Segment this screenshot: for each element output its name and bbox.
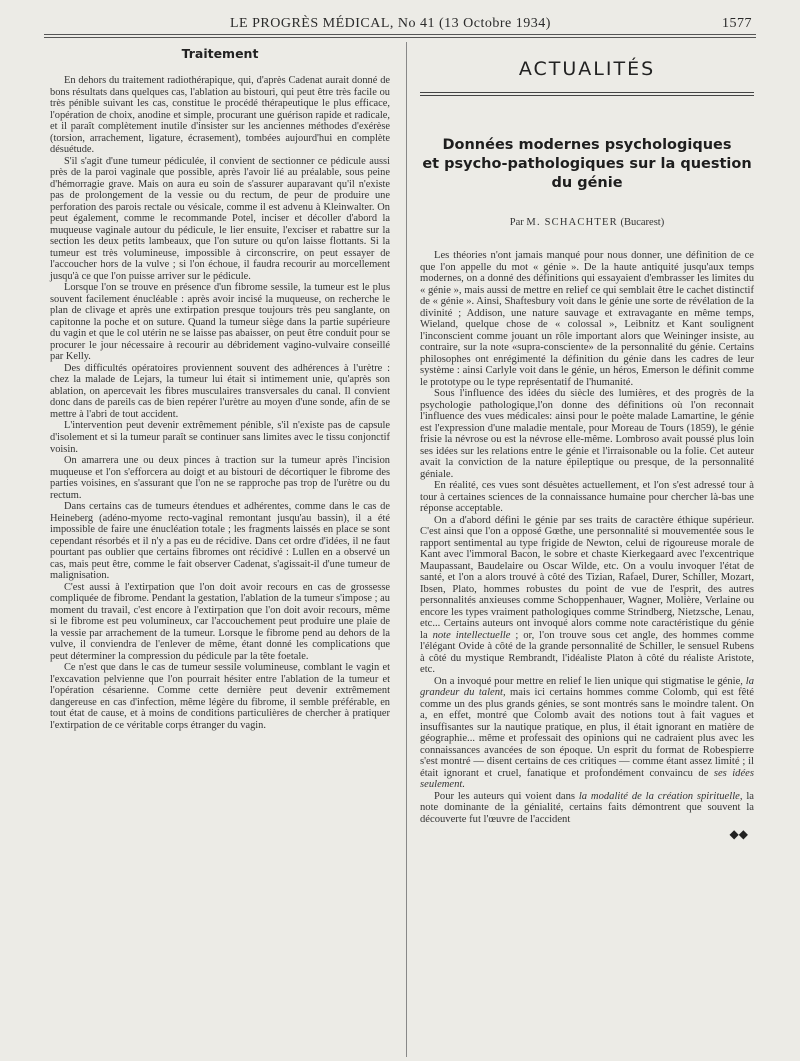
paragraph: Ce n'est que dans le cas de tumeur sessile volumineuse, comblant le vagin et l'excavation pelvienne que l'on pourrait hésiter entre l'ablation de la tumeur et l'opération césarienne. Comme cette dernière peut devenir extrêmement dangereuse en cas d'infection, même légère du fibrome, il semble préférable, en tout état de cause, et à moins de conditions particulières de chercher à pratiquer l'extirpation de ce véritable corps étranger du vagin. <box>50 662 390 731</box>
paragraph: Les théories n'ont jamais manqué pour nous donner, une définition de ce que l'on appelle du mot « génie ». De la haute antiquité jusqu'aux temps modernes, on a donné des définitions qui essayaient d'embrasser les limites du « génie », mais aussi de mettre en relief ce qui semblait être le cachet distinctif de « génie ». Ainsi, Shaftesbury voit dans le génie une sorte de révélation de la divinité ; Addison, une nature sauvage et extravagante en même temps, Wieland, quelque chose de « colossal », Leibnitz et Kant soulignent l'inconscient comme jouant un rôle important alors que Weininger insiste, au contraire, sur la note «supra-consciente» de la personnalité du génie. Certains philosophes ont enrégimenté la définition du génie dans les cadres de leur système : ainsi Carlyle voit dans le génie, un héros, Emerson le définit comme le prototype ou le type représentatif de l'humanité. <box>420 250 754 388</box>
page-header <box>44 14 756 36</box>
paragraph <box>420 515 754 676</box>
left-column <box>50 46 390 731</box>
paragraph <box>420 676 754 791</box>
section-title-actualites: ACTUALITÉS <box>518 58 656 80</box>
italic-phrase: la modalité de la création spirituelle, <box>578 790 743 802</box>
paragraph: Sous l'influence des idées du siècle des lumières, et des progrès de la psychologie pathologique,l'on donne des définitions où l'on reconnait l'influence des vues médicales: ainsi pour le poète malade Lamartine, le génie est l'expression d'une maladie mentale, pour Moreau de Tours (1859), le génie frisie la névrose ou est la névrose elle-même. Lombroso avait poussé plus loin ses idées sur les relations entre le génie et l'irraisonable ou la folie. Cet auteur avait la conviction de la nature épileptique ou presque, de la personnalité géniale. <box>420 388 754 480</box>
section-rule <box>420 92 754 93</box>
right-column <box>420 52 754 841</box>
paragraph: Lorsque l'on se trouve en présence d'un fibrome sessile, la tumeur est le plus souvent facilement énucléable : après avoir incisé la muqueuse, on recherche le plan de clivage et après une extirpation presque toujours très peu sanglante, on capitonne la poche et on suture. Quand la tumeur siège dans la partie supérieure du vagin et que le col utérin ne se laisse pas abaisser, on peut être conduit pour se procurer le jour nécessaire à recourir au débridement vagino-vulvaire conseillé par Kelly. <box>50 282 390 363</box>
italic-phrase: la grandeur du talent, <box>420 675 754 698</box>
page-number: 1577 <box>722 16 752 31</box>
paragraph <box>420 791 754 826</box>
paragraph: C'est aussi à l'extirpation que l'on doit avoir recours en cas de grossesse compliquée de fibrome. Pendant la gestation, l'ablation de la tumeur s'impose ; au moment du travail, c'est encore à l'extirpation que l'on doit avoir recours, même si le fibrome est peu volumineux, car l'accouchement peut produire une plaie de la vessie par arrachement de la tumeur. Lorsque le fibrome pend au dehors de la vulve, il conviendra de l'enlever de même, étant donné les complications que peut déterminer la compression du pédicule par la tête foetale. <box>50 581 390 662</box>
paragraph: Dans certains cas de tumeurs étendues et adhérentes, comme dans le cas de Heineberg (adéno-myome recto-vaginal remontant jusqu'au bassin), il a été impossible de faire une énucléation totale ; les fragments laissés en place se sont cependant résorbés et il n'y a pas eu de récidive. Dans cet ordre d'idées, il ne faut pourtant pas oublier que certains fibromes ont récidivé : Lullen en a observé un cas, mais peut être, comme le fait observer Cadenat, s'agissait-il d'une tumeur de malignisation. <box>50 501 390 582</box>
paragraph-text: On a d'abord défini le génie par ses traits de caractère éthique supérieur. C'est ainsi que l'on a opposé Gœthe, une personnalité si mouvementée sous le rapport sentimental au type frigide de Newton, celui de rigoureuse morale de Kant avec l'immoral Bacon, le sobre et chaste Kierkegaard avec l'excentrique Maupassant, Baudelaire ou Oscar Wilde, etc. On a voulu invoquer l'état de santé, et l'on a alors trouvé à côté des Tizian, Rafael, Durer, Schiller, Mozart, Ibsen, Plato, hommes robustes du point de vue de l'esprit, des autres personnalités anxieuses comme Schoppenhauer, Wagner, Molière, Verlaine ou encore les types vraiment pathologiques comme Strindberg, Nietzsche, Lenau, etc... Certains auteurs ont invoqué alors comme note caractéristique du génie la <box>420 514 754 641</box>
article-title-line: du génie <box>551 175 623 191</box>
paragraph-text: ; or, l'on trouve sous cet angle, des hommes comme l'élégant Ovide à côté de la grande personnalité de Schiller, le sensuel Rubens à côté du mystique Rembrandt, l'idéaliste Platon à côté du réaliste Aristote, etc. <box>420 629 754 675</box>
paragraph: L'intervention peut devenir extrêmement pénible, s'il n'existe pas de capsule d'isolement et si la tumeur paraît se continuer sans limites avec le tissu conjonctif voisin. <box>50 420 390 455</box>
paragraph: On amarrera une ou deux pinces à traction sur la tumeur après l'incision muqueuse et l'on s'efforcera au doigt et au bistouri de décortiquer le fibrome des parties voisines, en s'assurant que l'on ne se rapproche pas trop de l'urètre ou du rectum. <box>50 455 390 501</box>
section-rule-double <box>420 95 754 96</box>
paragraph-text: On a invoqué pour mettre en relief le lien unique qui stigmatise le génie, <box>434 675 743 687</box>
paragraph: En dehors du traitement radiothérapique, qui, d'après Cadenat aurait donné de bons résultats dans quelques cas, l'ablation au bistouri, qui peut être très facile ou très pénible suivant les cas, constitue le procédé thérapeutique le plus efficace, l'opération de choix, anodine et simple, procurant une guérison rapide et radicale, et il paraît complètement inutile d'insister sur les anciennes méthodes d'exérèse (torsion, arrachement, ligature, écrasement), tombées aujourd'hui en complète désuétude. <box>50 75 390 156</box>
byline-place: (Bucarest) <box>620 217 665 228</box>
byline-author: M. SCHACHTER <box>526 217 618 228</box>
end-ornament: ◆◆ <box>729 827 748 841</box>
italic-phrase: note intellectuelle <box>432 629 511 641</box>
paragraph-text: la note dominante de la génialité, certains faits démontrent que souvent la découverte fut l'œuvre de l'accident <box>420 790 754 825</box>
byline-prefix: Par <box>509 217 524 228</box>
byline <box>420 217 754 228</box>
italic-phrase: ses idées seulement. <box>420 767 754 790</box>
header-rule <box>44 34 756 35</box>
article-title <box>420 136 754 193</box>
article-title-line: Données modernes psychologiques <box>442 137 732 153</box>
paragraph-text: mais ici certains hommes comme Colomb, qui est fêté comme un des plus grands génies, se sont montrés sans le moindre talent. On a, en effet, montré que Colomb avait des notions tout à fait vagues et insuffisantes sur la nautique pratique, en plus, il était ignorant en matière de géographie... même et professait des opinions qui ne cadraient plus avec les connaissances avancées de son époque. Un esprit du format de Robespierre s'est montré — disent certains de ces critiques — comme étant assez limité ; il était ignorant et cruel, fanatique et profondément convaincu de <box>420 687 754 779</box>
paragraph-text: Pour les auteurs qui voient dans <box>434 790 575 802</box>
paragraph: S'il s'agit d'une tumeur pédiculée, il convient de sectionner ce pédicule aussi près de la paroi vaginale que possible, après l'avoir lié au préalable, sous peine d'hémorragie grave. Mais on aura eu soin de s'assurer auparavant qu'il n'existe pas de prolongement de la vessie ou du rectum, de peur de produire une perforation des parois rectale ou vésicale, comme il est advenu à Kleinwalter. On peut également, comme le recommande Potel, inciser et décoller d'abord la muqueuse vaginale autour du pédicule, le lier ensuite, l'exciser et rabattre sur la section les deux petits lambeaux, que l'on suture ou qu'on laisse flottants. Si la tumeur est très volumineuse, impossible à circonscrire, on peut essayer de l'accoucher hors de la vulve ; si l'on échoue, il faudra recourir au morcellement jusqu'à ce que l'on puisse arriver sur le pédicule. <box>50 155 390 282</box>
paragraph: En réalité, ces vues sont désuètes actuellement, et l'on s'est adressé tour à tour à certaines sciences de la connaissance humaine pour chercher là-bas une réponse acceptable. <box>420 480 754 514</box>
article-title-line: et psycho-pathologiques sur la question <box>422 156 752 172</box>
column-divider <box>406 42 407 1057</box>
header-rule-double <box>44 37 756 38</box>
section-heading-traitement: Traitement <box>181 46 259 61</box>
paragraph: Des difficultés opératoires proviennent souvent des adhérences à l'urètre : chez la malade de Lejars, la tumeur lui était si intimement unie, qu'après son ablation, on apercevait les fibres musculaires transversales du canal. Il convient donc dans de pareils cas de bien repérer l'urètre au moyen d'une sonde, afin de se mettre à l'abri de tout accident. <box>50 362 390 420</box>
journal-title: LE PROGRÈS MÉDICAL, No 41 (13 Octobre 1934) <box>230 16 551 31</box>
